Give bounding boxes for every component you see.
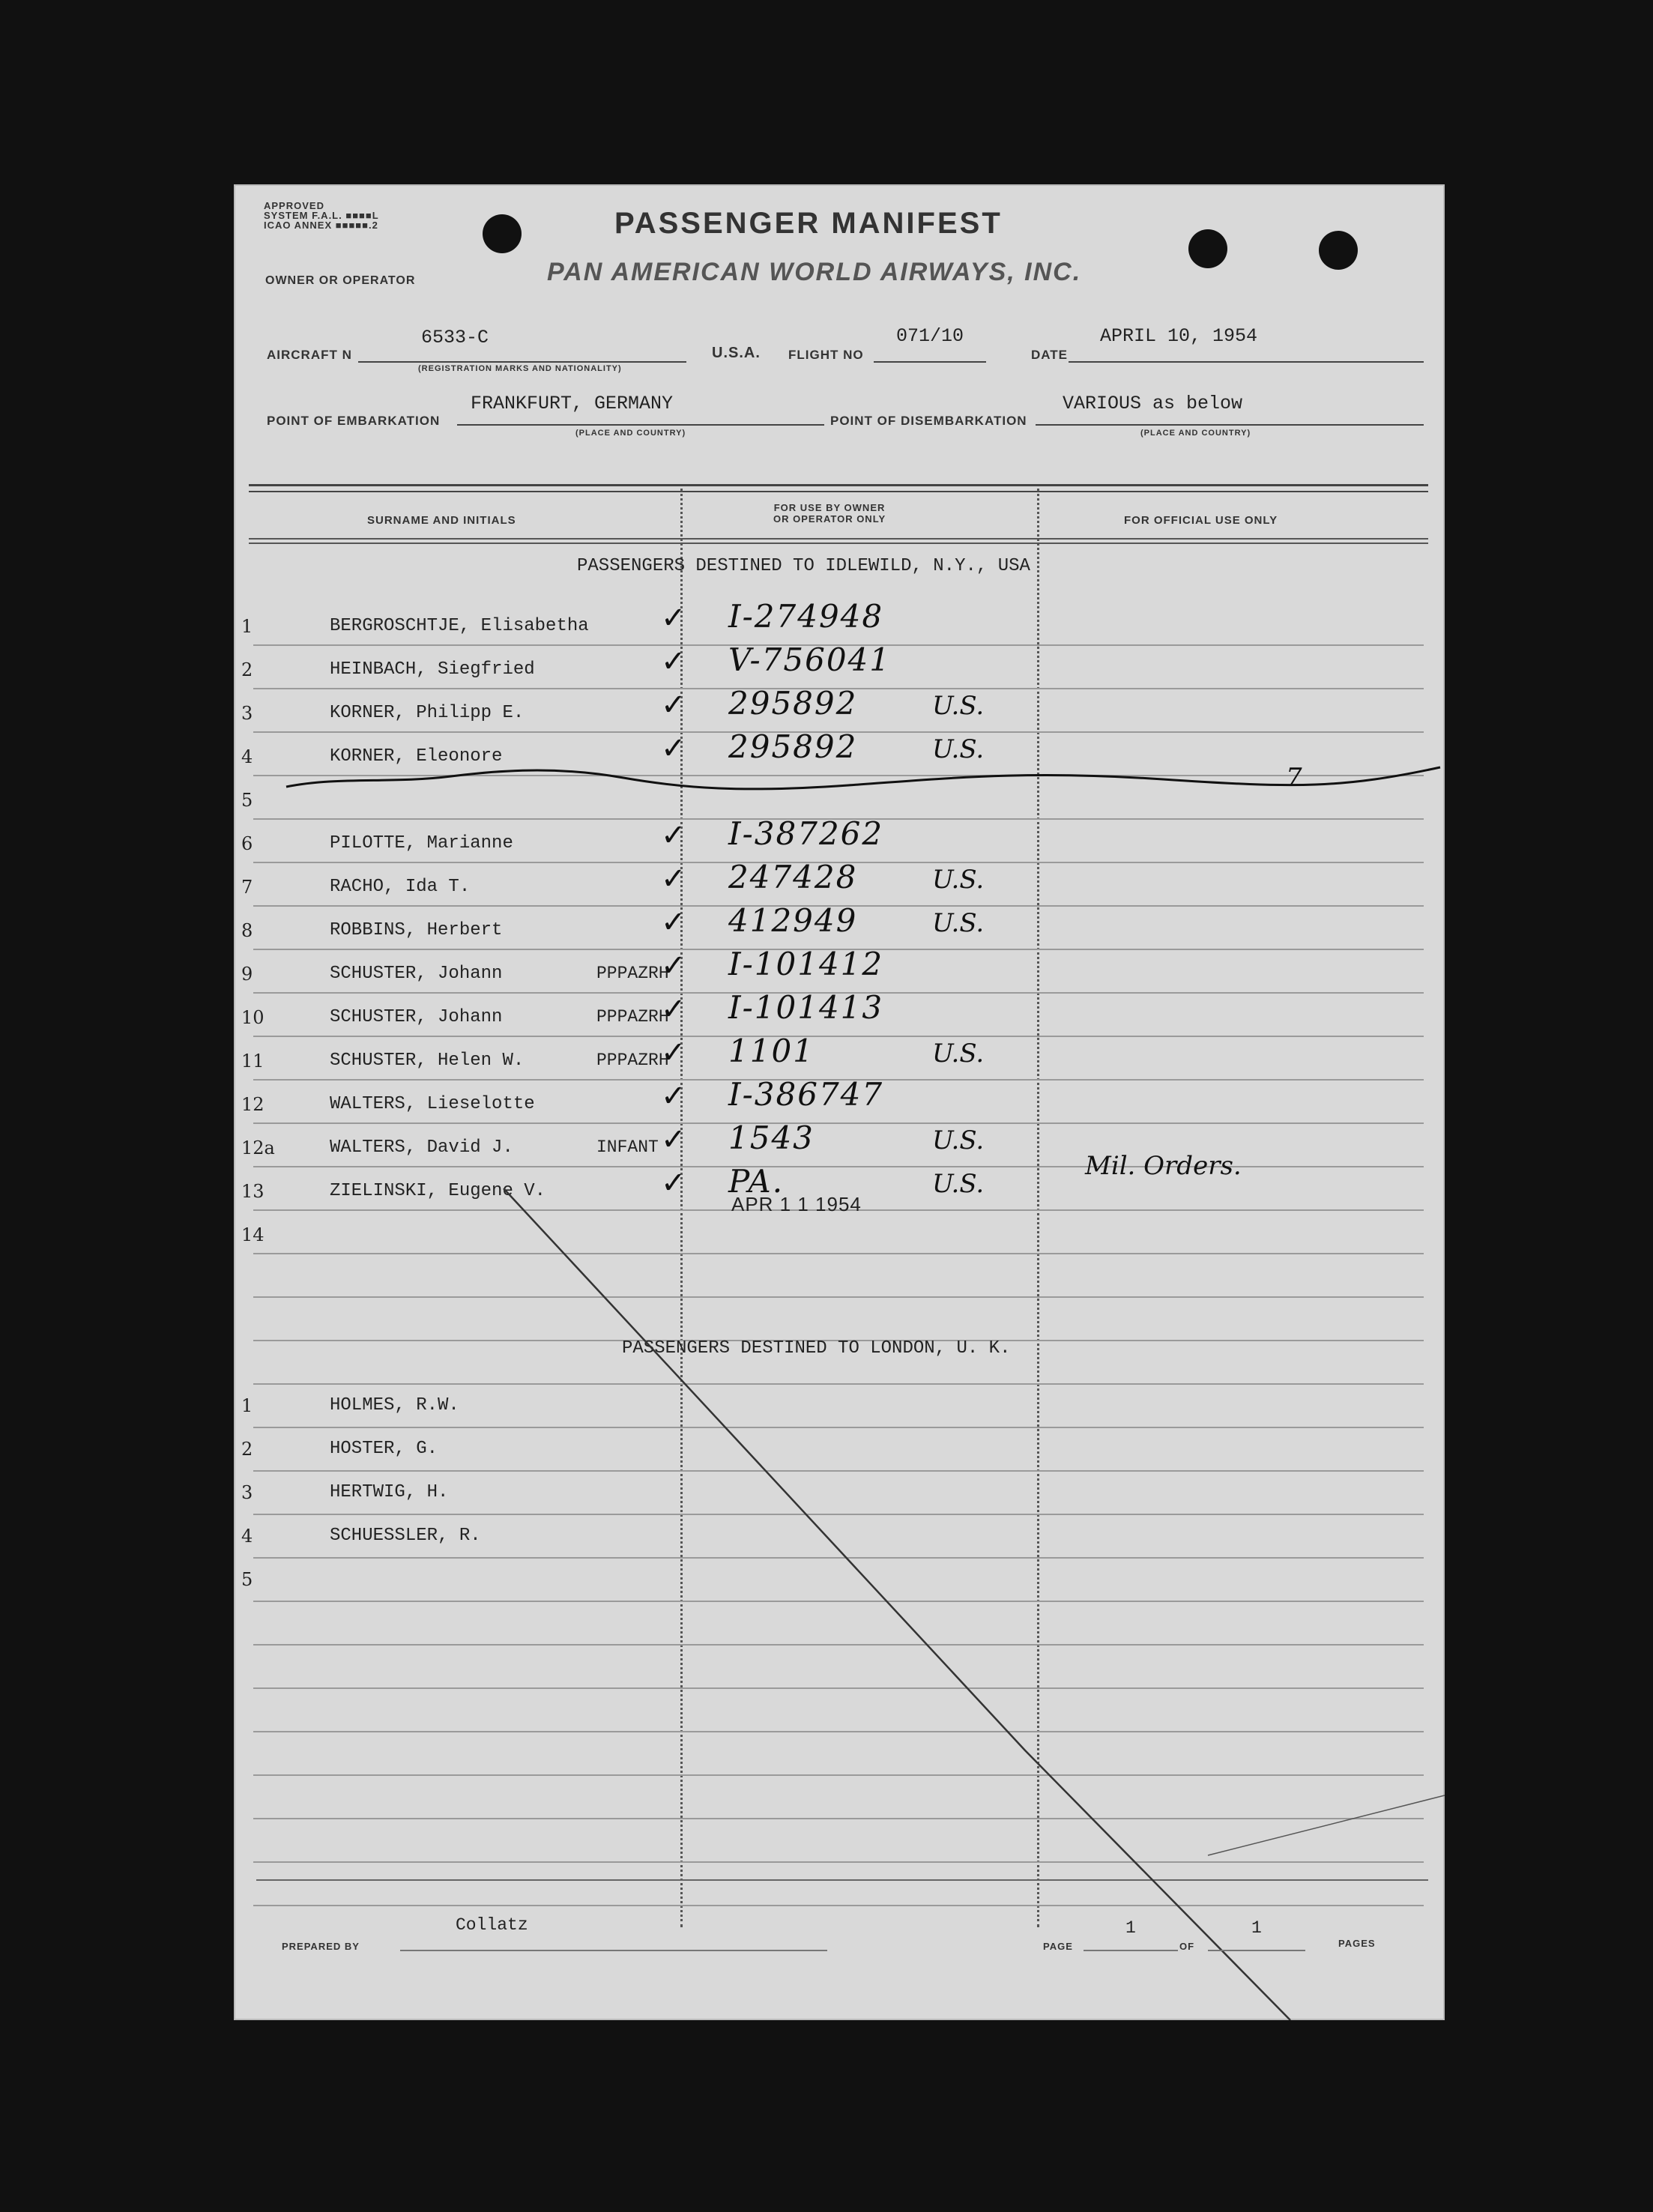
check-mark-icon: ✓ [661,1122,686,1157]
row-number: 11 [241,1051,265,1072]
row-number: 3 [241,703,253,724]
nationality-note: U.S. [932,691,985,721]
row-number: 10 [241,1007,265,1028]
row-number: 12a [241,1137,275,1158]
section-heading-london: PASSENGERS DESTINED TO LONDON, U. K. [622,1338,1011,1359]
row-number: 1 [241,616,253,637]
row-number: 12 [241,1094,265,1115]
page-number: 1 [1125,1918,1136,1938]
page-label: PAGE [1043,1941,1073,1952]
flight-date: APRIL 10, 1954 [1100,325,1258,347]
passenger-name: HOLMES, R.W. [330,1395,459,1415]
check-mark-icon: ✓ [661,818,686,853]
passenger-tag: PPPAZRH [596,964,669,983]
check-mark-icon: ✓ [661,644,686,679]
of-label: OF [1179,1941,1195,1952]
check-mark-icon: ✓ [661,905,686,940]
passenger-name: HEINBACH, Siegfried [330,659,535,680]
passenger-tag: PPPAZRH [596,1051,669,1070]
embarkation-label: POINT OF EMBARKATION [267,414,441,428]
row-number: 3 [241,1482,253,1503]
row-number: 2 [241,659,253,680]
owner-column-header: FOR USE BY OWNER OR OPERATOR ONLY [773,502,886,525]
passenger-name: SCHUSTER, Johann [330,1007,503,1027]
prepared-label: PREPARED BY [282,1941,360,1952]
document-number: 1543 [728,1119,815,1156]
passenger-name: KORNER, Eleonore [330,746,503,767]
date-stamp: APR 1 1 1954 [731,1193,862,1215]
operator-name: PAN AMERICAN WORLD AIRWAYS, INC. [547,258,1082,286]
row-number: 5 [241,1569,253,1590]
embarkation-point: FRANKFURT, GERMANY [471,393,674,414]
row-number: 8 [241,920,253,941]
aircraft-label: AIRCRAFT N [267,348,352,362]
row-number: 4 [241,746,253,767]
document-number: I-101413 [728,989,884,1026]
passenger-tag: INFANT [596,1137,659,1157]
check-mark-icon: ✓ [661,992,686,1027]
row-number: 5 [241,790,253,811]
row-number: 13 [241,1181,265,1202]
manifest-sheet [234,184,1445,2020]
document-number: I-387262 [728,815,884,852]
passenger-tag: PPPAZRH [596,1007,669,1027]
document-number: PA. [728,1163,785,1200]
aircraft-number: 6533-C [421,327,489,348]
nationality-note: U.S. [932,734,985,764]
nationality-note: U.S. [932,908,985,938]
document-number: I-101412 [728,946,884,982]
passenger-name: ZIELINSKI, Eugene V. [330,1181,546,1201]
check-mark-icon: ✓ [661,731,686,766]
passenger-name: WALTERS, Lieselotte [330,1094,535,1114]
row-number: 4 [241,1526,253,1547]
passenger-name: PILOTTE, Marianne [330,833,513,853]
date-label: DATE [1031,348,1069,362]
row-number: 14 [241,1224,265,1245]
nationality-note: U.S. [932,1169,985,1199]
disembark-place-caption: (PLACE AND COUNTRY) [1140,429,1251,438]
check-mark-icon: ✓ [661,1079,686,1113]
row-number: 9 [241,964,253,985]
passenger-name: RACHO, Ida T. [330,877,471,897]
page-total: 1 [1251,1918,1262,1938]
page-title: PASSENGER MANIFEST [614,207,1003,240]
passenger-name: KORNER, Philipp E. [330,703,525,723]
passenger-name: WALTERS, David J. [330,1137,513,1158]
registration-caption: (REGISTRATION MARKS AND NATIONALITY) [418,364,622,373]
surname-column-header: SURNAME AND INITIALS [367,514,516,527]
document-number: I-274948 [728,598,884,635]
flight-label: FLIGHT NO [788,348,864,362]
owner-label: OWNER OR OPERATOR [265,274,416,287]
passenger-name: ROBBINS, Herbert [330,920,503,940]
approval-note: APPROVED SYSTEM F.A.L. ■■■■L ICAO ANNEX ■■■■■.2 [264,200,379,231]
official-note: Mil. Orders. [1085,1151,1242,1181]
passenger-name: HOSTER, G. [330,1439,438,1459]
passenger-name: SCHUSTER, Helen W. [330,1051,525,1071]
row-number: 1 [241,1395,253,1416]
official-column-header: FOR OFFICIAL USE ONLY [1124,514,1278,527]
disembarkation-point: VARIOUS as below [1063,393,1243,414]
section-heading-idlewild: PASSENGERS DESTINED TO IDLEWILD, N.Y., USA [577,556,1030,576]
passenger-name: BERGROSCHTJE, Elisabetha [330,616,589,636]
check-mark-icon: ✓ [661,601,686,635]
document-number: 247428 [728,859,858,895]
document-number: 412949 [728,902,858,939]
pages-label: PAGES [1338,1938,1376,1949]
check-mark-icon: ✓ [661,1166,686,1200]
check-mark-icon: ✓ [661,688,686,722]
nationality-note: U.S. [932,1039,985,1069]
check-mark-icon: ✓ [661,862,686,896]
document-number: V-756041 [728,641,891,678]
passenger-name: HERTWIG, H. [330,1482,449,1502]
struck-mark: 7 [1286,763,1302,793]
disembarkation-label: POINT OF DISEMBARKATION [830,414,1027,428]
document-number: 295892 [728,728,858,765]
document-number: I-386747 [728,1076,884,1113]
embark-place-caption: (PLACE AND COUNTRY) [575,429,686,438]
flight-number: 071/10 [896,325,964,347]
cancellation-line [234,184,1445,2020]
check-mark-icon: ✓ [661,1036,686,1070]
row-number: 6 [241,833,253,854]
document-number: 1101 [728,1033,815,1069]
nationality: U.S.A. [712,345,761,361]
row-number: 2 [241,1439,253,1460]
passenger-name: SCHUESSLER, R. [330,1526,481,1546]
row-number: 7 [241,877,253,898]
check-mark-icon: ✓ [661,949,686,983]
document-number: 295892 [728,685,858,722]
nationality-note: U.S. [932,1125,985,1155]
prepared-by: Collatz [456,1915,528,1935]
passenger-name: SCHUSTER, Johann [330,964,503,984]
nationality-note: U.S. [932,865,985,895]
